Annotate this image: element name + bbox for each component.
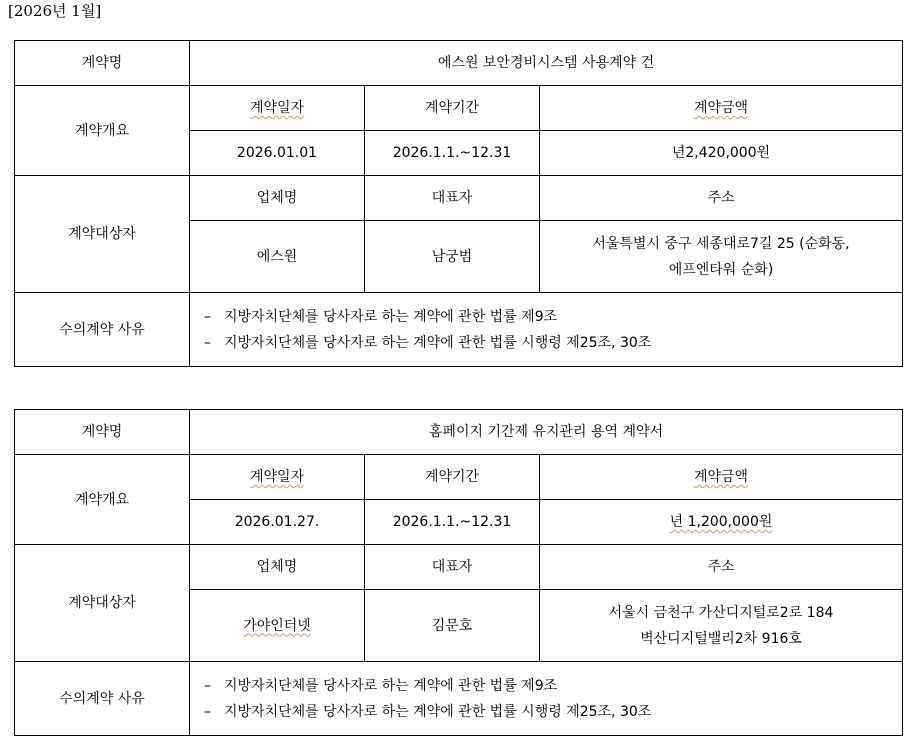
dash-bullet: – — [204, 703, 211, 720]
reason-item-2: – 지방자치단체를 당사자로 하는 계약에 관한 법률 시행령 제25조, 30조 — [204, 330, 896, 356]
period-header: 계약기간 — [365, 86, 540, 131]
reason-row — [15, 662, 903, 736]
page-heading: [2026년 1월] — [8, 2, 102, 20]
rep-header: 대표자 — [365, 176, 540, 221]
reason-row — [15, 293, 903, 367]
contract-name-value: 에스원 보안경비시스템 사용계약 건 — [190, 41, 903, 86]
amount-value: 년2,420,000원 — [540, 131, 903, 176]
overview-label: 계약개요 — [15, 455, 190, 545]
overview-header-row — [15, 86, 903, 131]
dash-bullet: – — [204, 308, 211, 325]
contract-name-row — [15, 410, 903, 455]
reason-label: 수의계약 사유 — [15, 293, 190, 367]
contract-table-1 — [14, 40, 903, 367]
company-header: 업체명 — [190, 176, 365, 221]
address-line-1: 서울시 금천구 가산디지털로2로 184 — [608, 604, 834, 621]
rep-header: 대표자 — [365, 545, 540, 590]
reason-list — [190, 293, 903, 367]
party-label: 계약대상자 — [15, 176, 190, 293]
address-line-2: 벽산디지털밸리2차 916호 — [640, 630, 802, 647]
amount-value: 년 1,200,000원 — [540, 500, 903, 545]
dash-bullet: – — [204, 677, 211, 694]
address-header: 주소 — [540, 176, 903, 221]
party-header-row — [15, 176, 903, 221]
period-header: 계약기간 — [365, 455, 540, 500]
reason-label: 수의계약 사유 — [15, 662, 190, 736]
reason-item-2: – 지방자치단체를 당사자로 하는 계약에 관한 법률 시행령 제25조, 30조 — [204, 699, 896, 725]
contract-name-row — [15, 41, 903, 86]
contract-name-label: 계약명 — [15, 410, 190, 455]
address-line-2: 에프엔타워 순화) — [668, 261, 774, 278]
date-value: 2026.01.27. — [190, 500, 365, 545]
date-header: 계약일자 — [190, 455, 365, 500]
overview-label: 계약개요 — [15, 86, 190, 176]
party-label: 계약대상자 — [15, 545, 190, 662]
period-value: 2026.1.1.~12.31 — [365, 500, 540, 545]
rep-value: 남궁범 — [365, 221, 540, 293]
reason-item-1: – 지방자치단체를 당사자로 하는 계약에 관한 법률 제9조 — [204, 673, 896, 699]
contract-name-value: 홈페이지 기간제 유지관리 용역 계약서 — [190, 410, 903, 455]
date-header: 계약일자 — [190, 86, 365, 131]
company-value: 에스원 — [190, 221, 365, 293]
contract-table-2 — [14, 409, 903, 736]
rep-value: 김문호 — [365, 590, 540, 662]
period-value: 2026.1.1.~12.31 — [365, 131, 540, 176]
amount-header: 계약금액 — [540, 455, 903, 500]
contract-name-label: 계약명 — [15, 41, 190, 86]
dash-bullet: – — [204, 334, 211, 351]
amount-header: 계약금액 — [540, 86, 903, 131]
address-value — [540, 221, 903, 293]
company-value: 가야인터넷 — [190, 590, 365, 662]
address-line-1: 서울특별시 중구 세종대로7길 25 (순화동, — [592, 235, 850, 252]
overview-header-row — [15, 455, 903, 500]
party-header-row — [15, 545, 903, 590]
address-header: 주소 — [540, 545, 903, 590]
reason-list — [190, 662, 903, 736]
date-value: 2026.01.01 — [190, 131, 365, 176]
address-value — [540, 590, 903, 662]
company-header: 업체명 — [190, 545, 365, 590]
reason-item-1: – 지방자치단체를 당사자로 하는 계약에 관한 법률 제9조 — [204, 304, 896, 330]
